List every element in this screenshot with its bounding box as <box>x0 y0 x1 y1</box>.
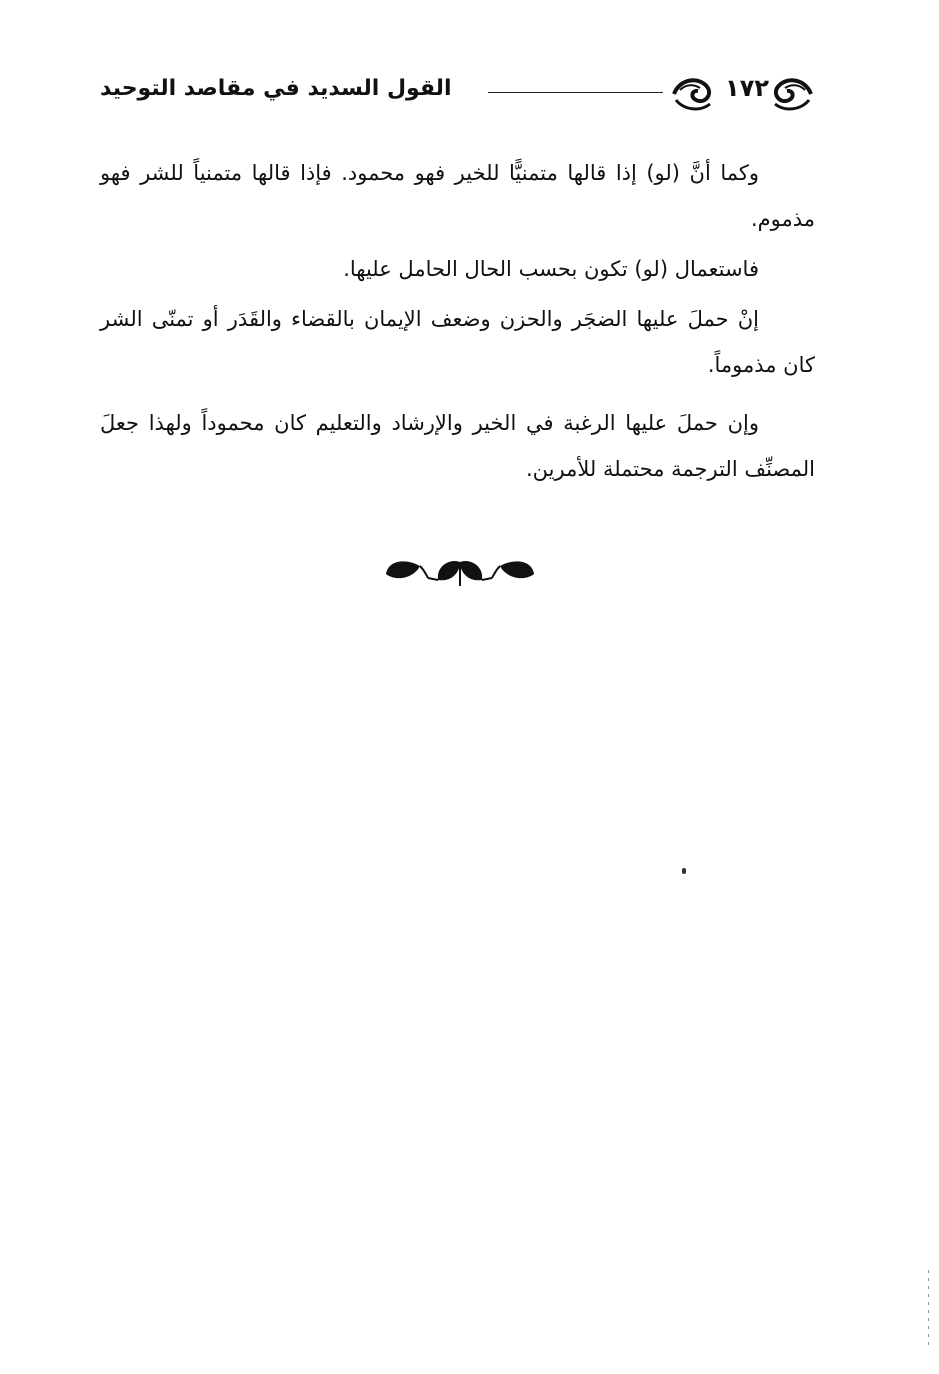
header-rule <box>488 92 663 93</box>
page-header <box>100 70 815 120</box>
scan-edge-mark <box>928 1270 929 1350</box>
paragraph: فاستعمال (لو) تكون بحسب الحال الحامل عليها. <box>343 257 759 281</box>
page-number: ١٧٢ <box>725 74 769 102</box>
body-text <box>100 150 815 496</box>
stray-mark <box>682 868 686 874</box>
running-title: القول السديد في مقاصد التوحيد <box>100 76 452 101</box>
paragraph: إنْ حملَ عليها الضجَر والحزن وضعف الإيمان بالقضاء والقَدَر أو تمنّى الشر كان مذموماً. <box>100 307 815 377</box>
paragraph: وكما أنَّ (لو) إذا قالها متمنيًّا للخير فهو محمود. فإذا قالها متمنياً للشر فهو مذموم. <box>100 161 815 231</box>
paragraph: وإن حملَ عليها الرغبة في الخير والإرشاد والتعليم كان محموداً ولهذا جعلَ المصنِّف الترجمة محتملة للأمرين. <box>100 411 815 481</box>
leaf-ornament-divider-icon <box>380 552 540 588</box>
